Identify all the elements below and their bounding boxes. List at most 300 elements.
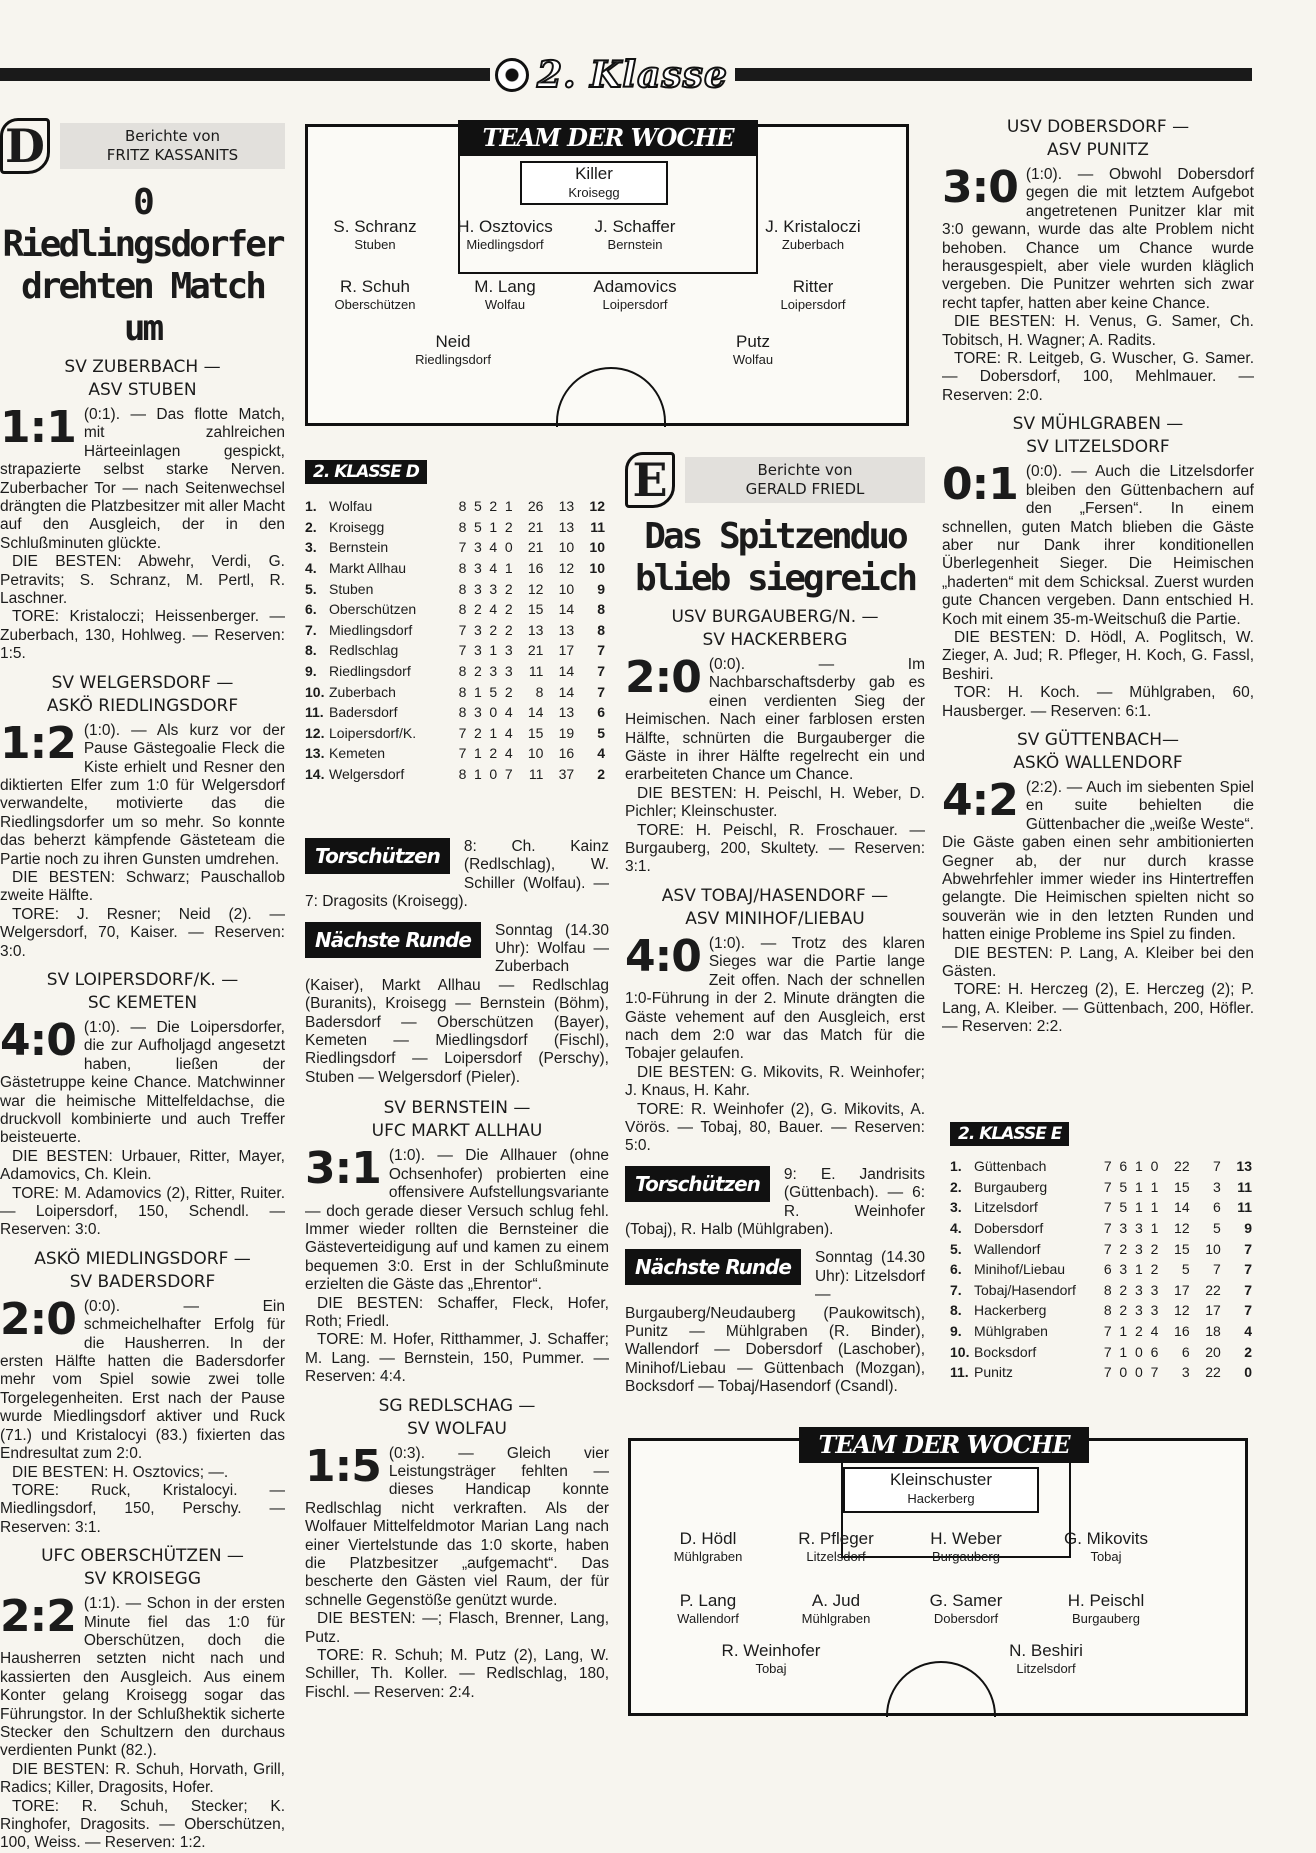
stat: 8 [458,560,467,577]
player [378,332,528,368]
player-name: H. Peischl [1067,1591,1145,1610]
stat: 2 [1150,1240,1159,1257]
team-name: Riedlingsdorf [329,663,411,680]
match-text [305,1440,609,1611]
points: 7 [1244,1240,1252,1257]
match-report [942,729,1254,1037]
points: 2 [597,766,605,783]
stat: 1 [474,766,482,783]
column-klasse-d-reports [0,118,285,1852]
stat: 7 [1103,1220,1112,1237]
stat: 1 [1135,1158,1143,1175]
team-banner: TEAM DER WOCHE [799,1427,1089,1463]
points: 6 [597,704,605,721]
stat: 6 [1212,1199,1221,1216]
stat: 20 [1205,1343,1221,1360]
stat: 7 [458,745,467,762]
stat: 8 [535,683,544,700]
player-name: M. Lang [474,277,536,296]
stat: 8 [458,601,467,618]
match-score: 2:2 [0,1591,76,1643]
rank: 7. [950,1281,962,1298]
player-name: R. Pfleger [798,1529,874,1548]
player [300,277,450,313]
rank: 1. [305,498,317,515]
points: 0 [1244,1364,1252,1381]
match-body: (0:0). — Ein schmeichelhafter Erfolg für die Hausherren. In der ersten Hälfte hatten die Badersdorfer mehr vom Spiel sowie zwei tolle Torgelegenheiten. Erst nach der Pause wurde Miedlingsdorf aktiver und Ruck (71.) und Kristalocyi (83.) fixierten das Endresultat zum 2:0. [0,1297,285,1463]
stat: 3 [1181,1364,1190,1381]
player-club: Litzelsdorf [1016,1661,1076,1676]
stat: 21 [527,642,544,659]
stat: 2 [504,683,513,700]
player-club: Zuberbach [781,237,845,252]
top-scorers [625,1166,925,1240]
team-name: Minihof/Liebau [974,1261,1066,1278]
match-best: DIE BESTEN: H. Venus, G. Samer, Ch. Tobitsch, H. Wagner; A. Radits. [942,313,1254,349]
rank: 10. [305,683,325,700]
stat: 7 [504,766,513,783]
match-text [0,1293,285,1464]
table-row [305,681,605,702]
stat: 19 [558,724,575,741]
stat: 2 [474,724,482,741]
points: 4 [597,745,605,762]
stat: 0 [489,704,498,721]
section-header [495,55,731,95]
team-of-week-d [305,124,909,426]
team-name: Punitz [974,1364,1013,1381]
stat: 10 [1205,1240,1221,1257]
player-club: Wolfau [484,297,526,312]
stat: 1 [504,498,513,515]
team-name: Stuben [329,580,374,597]
points: 12 [589,498,605,515]
table-row [950,1218,1252,1239]
team-name: Redlschlag [329,642,399,659]
headline: Das Spitzenduo blieb siegreich [634,516,916,599]
match-title: SG REDLSCHAG — SV WOLFAU [378,1395,536,1439]
stat: 7 [1103,1343,1112,1360]
stat: 3 [1135,1281,1143,1298]
rank: 4. [305,560,317,577]
stat: 1 [1119,1323,1128,1340]
stat: 22 [1205,1364,1221,1381]
rank: 4. [950,1220,962,1237]
stat: 17 [1205,1302,1221,1319]
rank: 8. [305,642,317,659]
player [430,217,580,253]
standings-klasse-d [305,460,605,784]
stat: 3 [1150,1281,1159,1298]
match-tore: TORE: H. Herczeg (2), E. Herczeg (2); P. Lang, A. Kleiber. — Güttenbach, 200, Höfler. — Reserven: 2:2. [942,981,1254,1036]
stat: 2 [474,601,482,618]
team-name: Tobaj/Hasendorf [974,1281,1076,1298]
stat: 2 [1135,1323,1143,1340]
stat: 1 [489,724,498,741]
stat: 7 [458,621,467,638]
stat: 8 [458,683,467,700]
stat: 13 [558,704,575,721]
match-body: (1:0). — Die Loipersdorfer, die zur Aufholjagd angesetzt haben, ließen der Gästetruppe keine Chance. Matchwinner war die heimische Mittelfeldachse, die druckvoll kombinierte und auch Treffer beisteuerte. [0,1018,285,1147]
team-name: Kemeten [329,745,386,762]
match-best: DIE BESTEN: R. Schuh, Horvath, Grill, Radics; Killer, Dragosits, Hofer. [0,1760,285,1797]
rank: 11. [305,704,324,721]
match-title: SV LOIPERSDORF/K. — SC KEMETEN [46,969,239,1013]
stat: 16 [558,745,575,762]
player [738,277,888,313]
column-klasse-e-reports [625,452,925,1397]
rank: 3. [950,1199,962,1216]
table-row [305,640,605,661]
match-tore: TORE: R. Weinhofer (2), G. Mikovits, A. Vörös. — Tobaj, 80, Bauer. — Reserven: 5:0. [625,1100,925,1155]
top-scorers-text: 8: Ch. Kainz (Redlschlag), W. Schiller (Wolfau). — 7: Dragosits (Kroisegg). [305,838,609,911]
match-text [625,652,925,785]
stat: 3 [1135,1240,1143,1257]
goalkeeper: Killer Kroisegg [520,161,668,205]
stat: 2 [1119,1281,1128,1298]
team-name: Oberschützen [329,601,417,618]
header-rule-right [735,68,1252,81]
stat: 8 [1103,1302,1112,1319]
match-title: SV WELGERSDORF — ASKÖ RIEDLINGSDORF [46,672,239,716]
byline [0,118,285,174]
match-score: 0:1 [942,459,1018,511]
rank: 10. [950,1343,970,1360]
player [971,1641,1121,1677]
next-round-text: Sonntag (14.30 Uhr): Litzelsdorf — Burgauberg/Neudauberg (Paukowitsch), Punitz — Mühlgraben (R. Binder), Wallendorf — Dobersdorf (Laschober), Minihof/Liebau — Güttenbach (Mozgan), Bocksdorf — Tobaj/Hasendorf (Csandl). [625,1249,925,1396]
table-row [950,1321,1252,1342]
stat: 10 [558,539,575,556]
table-row [950,1362,1252,1383]
player-name: P. Lang [679,1591,737,1610]
match-best: DIE BESTEN: Schwarz; Pauschallob zweite Hälfte. [0,868,285,905]
team-name: Loipersdorf/K. [329,724,417,741]
player-club: Loipersdorf [780,297,846,312]
match-best: DIE BESTEN: P. Lang, A. Kleiber bei den Gästen. [942,944,1254,981]
match-body: (2:2). — Auch im siebenten Spiel en suite behielten die Güttenbacher die „weiße Weste“. Die Gäste gaben einen sehr ambitionierten Gegner ab, der nur durch krasse Abwehrfehler immer wieder ins Hintertreffen gelangte. Die Heimischen spielten nicht so souverän wie in den letzten Runden und hatten einige Probleme ins Spiel zu finden. [942,778,1254,944]
match-report [0,356,285,664]
stat: 1 [1150,1178,1159,1195]
player-club: Mühlgraben [801,1611,871,1626]
stat: 3 [1119,1220,1128,1237]
stat: 13 [558,621,575,638]
stat: 7 [1212,1158,1221,1175]
match-text [0,402,285,553]
stat: 3 [1135,1302,1143,1319]
match-best: DIE BESTEN: Abwehr, Verdi, G. Petravits; S. Schranz, M. Pertl, R. Laschner. [0,553,285,608]
match-score: 2:0 [625,652,701,703]
table-row [305,537,605,558]
player-club: Burgauberg [1072,1611,1140,1626]
match-tore: TORE: H. Peischl, R. Froschauer. — Burgauberg, 200, Skultety. — Reserven: 3:1. [625,821,925,876]
match-report [305,1097,609,1386]
match-title: SV ZUBERBACH — ASV STUBEN [64,357,221,400]
player-club: Tobaj [1090,1549,1122,1564]
section-title: 2. Klasse [537,54,728,96]
stat: 8 [458,518,467,535]
stat: 3 [474,580,482,597]
team-name: Zuberbach [329,683,396,700]
standings-table [305,496,605,784]
standings-table [950,1156,1252,1383]
table-row [305,723,605,744]
stat: 12 [527,580,544,597]
match-title: SV GÜTTENBACH— ASKÖ WALLENDORF [1013,729,1183,773]
table-row [305,496,605,517]
rank: 7. [305,621,317,638]
match-body: (0:0). — Auch die Litzelsdorfer bleiben den Güttenbachern auf den „Fersen“. In einem schnellen, guten Match blieben die Gäste aber nur Dank ihrer konditionellen Überlegenheit Sieger. Die Heimischen „haderten“ mit dem Schicksal. Zuerst wurden gute Chancen vergeben. Dann entschied H. Koch mit einem 35-m-Weitschuß die Partie. [942,463,1254,628]
points: 13 [1236,1158,1252,1175]
next-round-text: Sonntag (14.30 Uhr): Wolfau — Zuberbach (Kaiser), Markt Allhau — Redlschlag (Buranits), Kroisegg — Bernstein (Böhm), Badersdorf — Oberschützen (Bayer), Kemeten — Miedlingsdorf (Fischl), Riedlingsdorf — Loipersdorf (Perschy), Stuben — Welgersdorf (Pieler). [305,921,609,1086]
player-club: Mühlgraben [673,1549,743,1564]
match-score: 4:0 [625,930,701,982]
stat: 5 [1212,1220,1221,1237]
stat: 12 [1174,1220,1190,1237]
rank: 2. [950,1178,962,1195]
stat: 12 [558,560,575,577]
stat: 0 [1135,1364,1143,1381]
next-round [625,1249,925,1396]
match-text [305,1143,609,1294]
match-score: 1:5 [305,1440,381,1492]
team-name: Badersdorf [329,704,398,721]
player-name: S. Schranz [333,217,417,236]
match-text [0,717,285,869]
stat: 13 [527,621,544,638]
points: 7 [597,683,605,700]
stat: 1 [1135,1261,1143,1278]
match-text [0,1014,285,1148]
rank: 14. [305,766,325,783]
match-tore: TORE: M. Hofer, Ritthammer, J. Schaffer; M. Lang. — Bernstein, 150, Pummer. — Reserven: 4:4. [305,1331,609,1386]
team-name: Wolfau [329,498,373,515]
stat: 1 [474,683,482,700]
points: 7 [597,663,605,680]
match-report [0,969,285,1240]
stat: 3 [489,663,498,680]
points: 9 [597,580,605,597]
table-row [305,578,605,599]
match-title: UFC OBERSCHÜTZEN — SV KROISEGG [41,1546,244,1590]
match-best: DIE BESTEN: Schaffer, Fleck, Hofer, Roth; Friedl. [305,1294,609,1330]
match-best: DIE BESTEN: H. Peischl, H. Weber, D. Pichler; Kleinschuster. [625,784,925,821]
stat: 2 [489,621,498,638]
player [300,217,450,253]
stat: 6 [1119,1158,1128,1175]
match-title: USV BURGAUBERG/N. — SV HACKERBERG [671,607,879,650]
rank: 9. [305,663,317,680]
stat: 18 [1205,1323,1221,1340]
player-name: H. Osztovics [457,217,553,236]
match-score: 3:0 [942,162,1018,213]
stat: 11 [528,663,544,680]
center-arc [556,367,666,427]
player-name: A. Jud [811,1591,861,1610]
stat: 3 [504,642,513,659]
stat: 7 [458,539,467,556]
table-row [305,620,605,641]
stat: 4 [489,539,498,556]
stat: 8 [458,704,467,721]
stat: 3 [474,560,482,577]
match-tore: TORE: R. Schuh; M. Putz (2), Lang, W. Schiller, Th. Koller. — Redlschlag, 180, Fischl. — Reserven: 2:4. [305,1647,609,1701]
match-text [942,774,1254,945]
player-club: Stuben [354,237,396,252]
byline [625,452,925,508]
top-scorers-badge: Torschützen [625,1166,770,1202]
table-row [950,1177,1252,1198]
stat: 2 [1119,1302,1128,1319]
match-tore: TORE: R. Leitgeb, G. Wuscher, G. Samer. — Dobersdorf, 100, Mehlmauer. — Reserven: 2:0. [942,350,1254,404]
player-name: J. Kristaloczi [765,217,861,236]
stat: 11 [528,766,544,783]
stat: 10 [558,580,575,597]
match-text [942,459,1254,629]
stat: 21 [527,539,544,556]
match-title: SV MÜHLGRABEN — SV LITZELSDORF [1012,414,1184,458]
match-title: ASKÖ MIEDLINGSDORF — SV BADERSDORF [34,1248,251,1292]
stat: 8 [458,766,467,783]
stat: 15 [1174,1240,1190,1257]
match-report [625,606,925,877]
top-scorers-text: 9: E. Jandrisits (Güttenbach). — 6: R. Weinhofer (Tobaj), R. Halb (Mühlgraben). [625,1165,925,1238]
match-report [942,413,1254,721]
stat: 0 [1150,1158,1159,1175]
stat: 2 [489,498,498,515]
table-row [950,1156,1252,1177]
rank: 3. [305,539,317,556]
stat: 0 [489,766,498,783]
player-name: Ritter [792,277,834,296]
match-body: (1:0). — Trotz des klaren Sieges war die Partie lange Zeit offen. Nach der schnellen 1:0-Führung in der 2. Minute drängten die Gäste vehement auf den Ausgleich, erst nach dem 2:0 war das Match für die Tobajer gelaufen. [625,934,925,1063]
next-round-badge: Nächste Runde [305,922,481,958]
stat: 3 [474,621,482,638]
match-score: 1:1 [0,402,76,453]
match-body: (1:0). — Obwohl Dobersdorf gegen die mit letztem Aufgebot angetretenen Punitzer klar mit 3:0 gewann, wurde das alte Problem nicht behoben. Chance um Chance wurde herausgespielt, aber viele wurden kläglich vergeben. Die Punitzer wehrten sich zwar recht tapfer, hatten aber keine Chance. [942,166,1254,312]
rank: 13. [305,745,325,762]
rank: 2. [305,518,317,535]
match-score: 3:1 [305,1143,381,1195]
player-name: R. Weinhofer [721,1641,821,1660]
stat: 3 [1119,1261,1128,1278]
player-club: Burgauberg [932,1549,1000,1564]
rank: 6. [305,601,317,618]
next-round [305,922,609,1088]
match-tore: TORE: R. Schuh, Stecker; K. Ringhofer, Dragosits. — Oberschützen, 100, Weiss. — Reserven: 1:2. [0,1797,285,1852]
team-name: Markt Allhau [329,560,407,577]
stat: 2 [504,580,513,597]
player [560,277,710,313]
table-row [950,1197,1252,1218]
stat: 14 [558,663,575,680]
match-title: ASV TOBAJ/HASENDORF — ASV MINIHOF/LIEBAU [661,885,889,929]
headline: 0 Riedlingsdorfer drehten Match um [2,182,283,349]
stat: 5 [1181,1261,1190,1278]
rank: 8. [950,1302,962,1319]
match-body: (0:3). — Gleich vier Leistungsträger fehlten — dieses Handicap konnte Redlschlag nicht verkraften. Als der Wolfauer Mittelfeldmotor Marian Lang nach einer Viertelstunde das 1:0 skorte, haben die Platzbesitzer „aufgemacht“. Das bescherte den Gästen viel Raum, der für schnelle Gegenstöße genützt wurde. [305,1444,609,1609]
team-of-week-e [628,1430,1248,1716]
match-tore: TORE: M. Adamovics (2), Ritter, Ruiter. — Loipersdorf, 150, Schendl. — Reserven: 3:0. [0,1184,285,1239]
match-report [0,1545,285,1853]
stat: 2 [1150,1261,1159,1278]
stat: 1 [1135,1199,1143,1216]
byline-letter: D [0,118,50,174]
player-name: Adamovics [593,277,677,296]
stat: 0 [1119,1364,1128,1381]
stat: 3 [1212,1178,1221,1195]
rank: 6. [950,1261,962,1278]
rank: 1. [950,1158,962,1175]
match-title: USV DOBERSDORF — ASV PUNITZ [1006,117,1190,160]
stat: 4 [504,704,513,721]
stat: 3 [1150,1302,1159,1319]
stat: 22 [1205,1281,1221,1298]
player [738,217,888,253]
team-name: Güttenbach [974,1158,1047,1175]
team-name: Litzelsdorf [974,1199,1038,1216]
stat: 7 [1103,1323,1112,1340]
stat: 14 [1174,1199,1190,1216]
player [696,1641,846,1677]
player-club: Wolfau [732,352,774,367]
stat: 8 [1103,1281,1112,1298]
stat: 22 [1174,1158,1190,1175]
stat: 8 [458,663,467,680]
stat: 2 [474,663,482,680]
match-report [305,1395,609,1703]
points: 10 [589,560,605,577]
match-body: (1:1). — Schon in der ersten Minute fiel das 1:0 für Oberschützen, doch die Hausherren setzten nicht nach und kassierten den Ausgleich. Aus einem Konter gelang Kroisegg sogar das Führungstor. In der Schlußhektik sicherte Stecker den Schultzern den durchaus verdienten Punkt (82.). [0,1595,285,1760]
stat: 1 [474,745,482,762]
column-klasse-d-extra [305,838,609,1710]
points: 2 [1244,1343,1252,1360]
match-body: (0:1). — Das flotte Match, mit zahlreichen Härteeinlagen gespickt, strapazierte selbst starke Nerven. Zuberbacher Tor — nach Seitenwechsel drängten die Platzbesitzer mit aller Macht auf den Ausgleich, der in den Schlußminuten glückte. [0,406,285,552]
stat: 7 [1103,1178,1112,1195]
goalkeeper: Kleinschuster Hackerberg [843,1467,1039,1513]
player-name: R. Schuh [340,277,410,296]
standings-klasse-e [950,1122,1252,1383]
player [560,217,710,253]
player-club: Miedlingsdorf [466,237,544,252]
stat: 14 [558,683,575,700]
match-report [0,672,285,961]
player [761,1591,911,1627]
player-club: Loipersdorf [602,297,668,312]
points: 7 [1244,1261,1252,1278]
table-row [305,517,605,538]
match-body: (1:0). — Als kurz vor der Pause Gästegoalie Fleck die Kiste erhielt und Resner den diktierten Elfer zum 1:0 für Welgersdorf verwandelte, motivierte das die Riedlingsdorfer um so mehr. So konnte das beherzt kämpfende Gästeteam die Partie noch zu ihren Gunsten umdrehen. [0,721,285,868]
points: 4 [1244,1323,1252,1340]
stat: 7 [458,642,467,659]
team-name: Bernstein [329,539,389,556]
player-club: Tobaj [755,1661,787,1676]
stat: 3 [474,539,482,556]
player-name: J. Schaffer [594,217,676,236]
stat: 5 [1119,1199,1128,1216]
stat: 8 [458,580,467,597]
byline-letter: E [625,452,675,508]
points: 11 [1237,1199,1252,1216]
player-club: Dobersdorf [933,1611,999,1626]
points: 10 [589,539,605,556]
player-club: Wallendorf [677,1611,739,1626]
rank: 9. [950,1323,962,1340]
table-label: 2. KLASSE E [950,1122,1069,1146]
stat: 0 [504,539,513,556]
points: 7 [1244,1302,1252,1319]
team-banner: TEAM DER WOCHE [458,120,758,156]
table-row [305,661,605,682]
